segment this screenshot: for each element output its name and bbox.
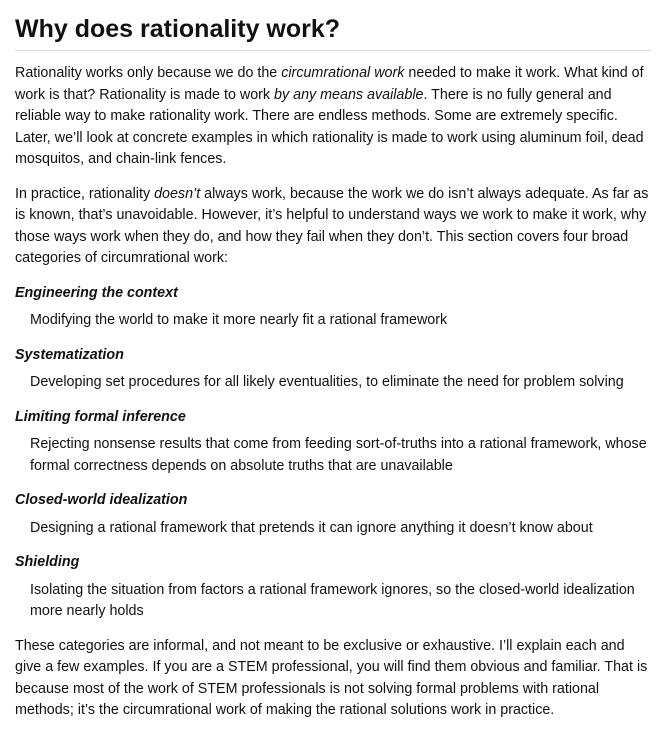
- category-definition-limiting-inference: Rejecting nonsense results that come from feeding sort-of-truths into a rational framework, whose formal correctness depends on absolute truths that are unavailable: [30, 436, 647, 474]
- category-definition-systematization: Developing set procedures for all likely eventualities, to eliminate the need for problem solving: [30, 374, 624, 390]
- category-definition-engineering: Modifying the world to make it more nearly fit a rational framework: [30, 312, 448, 328]
- category-definition-shielding: Isolating the situation from factors a rational framework ignores, so the closed-world idealization more nearly holds: [30, 581, 635, 619]
- category-term-closed-world: Closed-world idealization: [15, 492, 188, 508]
- intro-paragraph-2: [15, 184, 651, 270]
- category-definition-closed-world: Designing a rational framework that pretends it can ignore anything it doesn’t know about: [30, 519, 593, 536]
- intro-text: needed to make it work. What kind of work is that? Rationality is made to work: [15, 65, 644, 103]
- category-term-limiting-inference: Limiting formal inference: [15, 408, 186, 425]
- category-term-engineering: Engineering the context: [15, 284, 178, 301]
- closing-paragraph: These categories are informal, and not meant to be exclusive or exhaustive. I’ll explain each and give a few examples. If you are a STEM professional, you will find them obvious and familiar. That is because most of the work of STEM professionals is not solving formal problems with rational methods; it’s the circumrational work of making the rational solutions work in practice.: [15, 637, 648, 718]
- intro-emphasis: doesn’t: [154, 185, 201, 202]
- intro-text: . There is no fully general and reliable way to make rationality work. There are endless methods. Some are extremely specific. Later, we’ll look at concrete examples in which rationality is made to work using aluminum foil, dead mosquitos, and chain-link fences.: [15, 86, 644, 167]
- category-term-systematization: Systematization: [15, 346, 124, 363]
- intro-text: Rationality works only because we do the: [15, 65, 282, 81]
- page-title: Why does rationality work?: [15, 12, 651, 51]
- intro-emphasis: by any means available: [274, 86, 424, 103]
- intro-paragraph-1: [15, 63, 651, 171]
- intro-text: always work, because the work we do isn’t always adequate. As far as is known, that’s unavoidable. However, it’s helpful to understand ways we work to make it work, why those ways work when they do, and how they fail when they don’t. This section covers four broad categories of circumrational work:: [15, 185, 649, 266]
- intro-emphasis: circumrational work: [281, 65, 405, 81]
- category-term-shielding: Shielding: [15, 554, 80, 570]
- category-list: [15, 283, 651, 623]
- intro-text: In practice, rationality: [15, 185, 155, 202]
